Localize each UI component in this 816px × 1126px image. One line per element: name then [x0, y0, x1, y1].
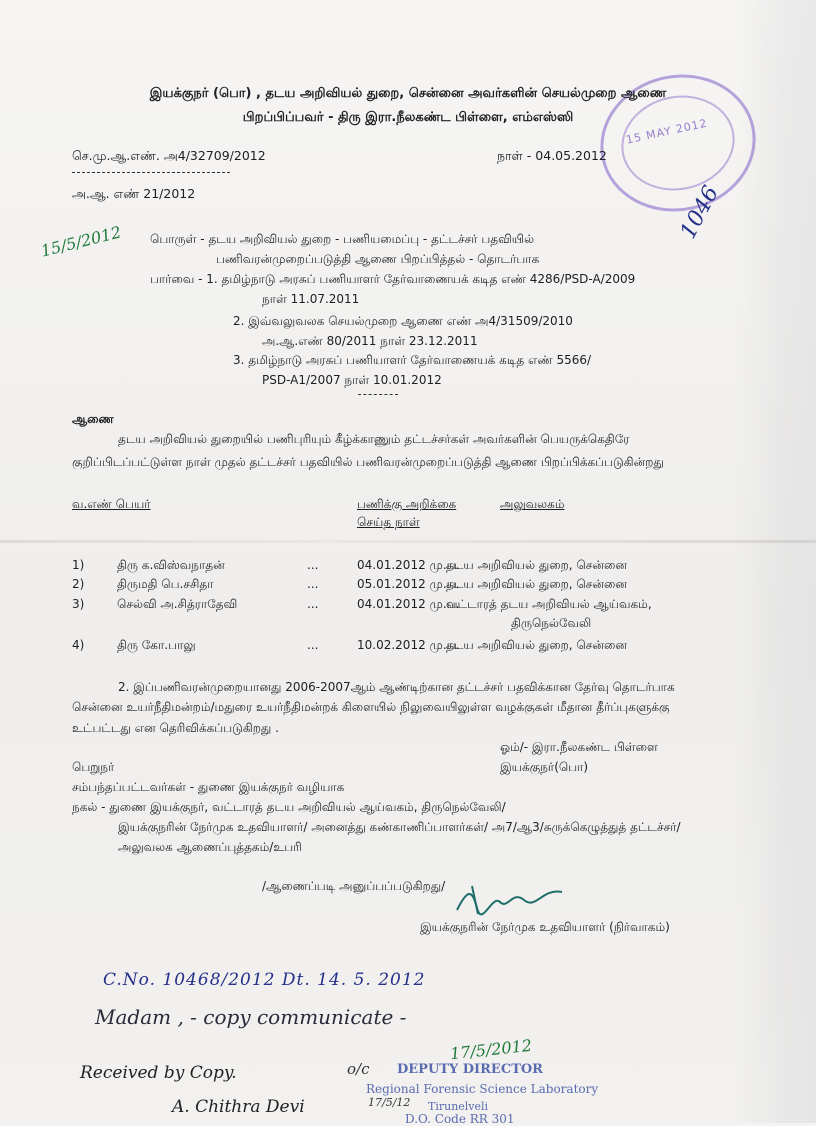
recipient-label: பெறுநர்	[72, 760, 115, 774]
reference-2-line-1: 2. இவ்வலுவலக செயல்முறை ஆணை எண் அ4/31509/2010	[233, 314, 573, 328]
handwritten-oc: o/c	[347, 1060, 370, 1078]
reference-3-line-2: PSD-A1/2007 நாள் 10.01.2012	[262, 373, 442, 387]
table-header-joined-1: பணிக்கு அறிக்கை	[357, 497, 457, 511]
subject-line-2: பணிவரன்முறைப்படுத்தி ஆணை பிறப்பித்தல் - தொடர்பாக	[216, 252, 540, 266]
received-stamp-date: 15 MAY 2012	[624, 116, 709, 147]
row-dots: ...	[307, 638, 319, 652]
table-header-office: அலுவலகம்	[500, 497, 565, 511]
handwritten-note: Madam , - copy communicate -	[95, 1005, 407, 1029]
row-office: தடய அறிவியல் துறை, சென்னை	[446, 638, 628, 652]
header-line-1: இயக்குநர் (பொ) , தடய அறிவியல் துறை, சென்னை அவர்களின் செயல்முறை ஆணை	[149, 86, 667, 101]
handwritten-initial-bottom: 17/5/12	[368, 1096, 411, 1109]
row-date: 05.01.2012 மு.ப.	[357, 577, 460, 591]
recipients-line-4: அலுவலக ஆணைப்புத்தகம்/உபரி	[118, 840, 302, 854]
para2-line-3: உட்பட்டது என தெரிவிக்கப்படுகிறது .	[72, 721, 279, 735]
row-dots: ...	[307, 597, 319, 611]
para2-line-2: சென்னை உயர்நீதிமன்றம்/மதுரை உயர்நீதிமன்றக் கிளையில் நிலுவையிலுள்ள வழக்குகள் மீதான தீர்ப்புகளுக்கு	[72, 700, 670, 714]
row-date: 04.01.2012 மு.ப.	[357, 558, 460, 572]
ref-underline	[72, 172, 230, 173]
handwritten-cno: C.No. 10468/2012 Dt. 14. 5. 2012	[103, 970, 426, 990]
row-dots: ...	[307, 558, 319, 572]
ag-number: அ.ஆ. எண் 21/2012	[72, 186, 196, 201]
office-stamp-city: Tirunelveli	[428, 1100, 489, 1113]
forwarding-line: /ஆணைப்படி அனுப்பப்படுகிறது/	[262, 879, 446, 893]
row-date: 10.02.2012 மு.ப.	[357, 638, 460, 652]
pa-signature	[452, 880, 572, 920]
row-name: செல்வி அ.சித்ராதேவி	[117, 597, 238, 611]
reference-1-line-2: நாள் 11.07.2011	[262, 292, 360, 306]
handwritten-receiver-name: A. Chithra Devi	[172, 1097, 305, 1117]
reference-1-line-1: பார்வை - 1. தமிழ்நாடு அரசுப் பணியாளர் தேர்வாணையக் கடித எண் 4286/PSD-A/2009	[150, 272, 636, 286]
signer-designation: இயக்குநர்(பொ)	[500, 760, 589, 774]
handwritten-number: 1046	[675, 181, 725, 244]
reference-3-line-1: 3. தமிழ்நாடு அரசுப் பணியாளர் தேர்வாணையக் கடித எண் 5566/	[233, 353, 592, 367]
row-office-line-2: திருநெல்வேலி	[511, 616, 592, 630]
row-number: 2)	[72, 577, 85, 591]
row-office: தடய அறிவியல் துறை, சென்னை	[446, 558, 628, 572]
subject-line-1: பொருள் - தடய அறிவியல் துறை - பணியமைப்பு - தட்டச்சர் பதவியில்	[150, 232, 535, 246]
row-name: திருமதி பெ.சசிதா	[117, 577, 214, 591]
recipients-line-1: சம்பந்தப்பட்டவர்கள் - துணை இயக்குநர் வழியாக	[72, 780, 345, 794]
recipients-line-2: நகல் - துணை இயக்குநர், வட்டாரத் தடய அறிவியல் ஆய்வகம், திருநெல்வேலி/	[72, 800, 506, 814]
order-paragraph-line-1: தடய அறிவியல் துறையில் பணிபுரியும் கீழ்க்காணும் தட்டச்சர்கள் அவர்களின் பெயருக்கெதிரே	[118, 432, 630, 446]
row-office: வட்டாரத் தடய அறிவியல் ஆய்வகம்,	[446, 597, 652, 611]
signed-by: ஓம்/- இரா.நீலகண்ட பிள்ளை	[500, 740, 658, 754]
row-number: 3)	[72, 597, 85, 611]
recipients-line-3: இயக்குநரின் நேர்முக உதவியாளர்/ அனைத்து கண்காணிப்பாளர்கள்/ அ7/ஆ3/சுருக்கெழுத்துத் தட்டச்சர்/	[118, 820, 681, 834]
office-stamp-code: D.O. Code RR 301	[405, 1112, 515, 1126]
order-date: நாள் - 04.05.2012	[497, 148, 607, 163]
row-number: 1)	[72, 558, 85, 572]
office-stamp-lab: Regional Forensic Science Laboratory	[366, 1082, 599, 1096]
row-name: திரு கோ.பாலு	[117, 638, 196, 652]
table-header-joined-2: செய்த நாள்	[357, 515, 420, 529]
pa-designation: இயக்குநரின் நேர்முக உதவியாளர் (நிர்வாகம்)	[420, 920, 670, 934]
order-paragraph-line-2: குறிப்பிடப்பட்டுள்ள நாள் முதல் தட்டச்சர் பதவியில் பணிவரன்முறைப்படுத்தி ஆணை பிறப்பிக்கப்படுகின்றது	[72, 455, 664, 469]
row-date: 04.01.2012 மு.ப.	[357, 597, 460, 611]
handwritten-received: Received by Copy.	[80, 1063, 237, 1083]
order-heading: ஆணை	[72, 412, 114, 426]
references-divider	[358, 394, 398, 395]
handwritten-initial-date: 15/5/2012	[38, 222, 124, 261]
reference-2-line-2: அ.ஆ.எண் 80/2011 நாள் 23.12.2011	[262, 334, 478, 348]
reference-number: செ.மு.ஆ.எண். அ4/32709/2012	[72, 148, 266, 163]
handwritten-initial-green: 17/5/2012	[449, 1035, 533, 1064]
row-number: 4)	[72, 638, 85, 652]
row-dots: ...	[307, 577, 319, 591]
header-line-2: பிறப்பிப்பவர் - திரு இரா.நீலகண்ட பிள்ளை, எம்எஸ்ஸி	[242, 110, 574, 125]
office-stamp-title: DEPUTY DIRECTOR	[397, 1062, 543, 1077]
row-name: திரு க.விஸ்வநாதன்	[117, 558, 225, 572]
table-header-sno-name: வ.எண் பெயர்	[72, 497, 151, 511]
page-fold	[0, 540, 816, 543]
para2-line-1: 2. இப்பணிவரன்முறையானது 2006-2007ஆம் ஆண்டிற்கான தட்டச்சர் பதவிக்கான தேர்வு தொடர்பாக	[118, 680, 675, 694]
row-office: தடய அறிவியல் துறை, சென்னை	[446, 577, 628, 591]
